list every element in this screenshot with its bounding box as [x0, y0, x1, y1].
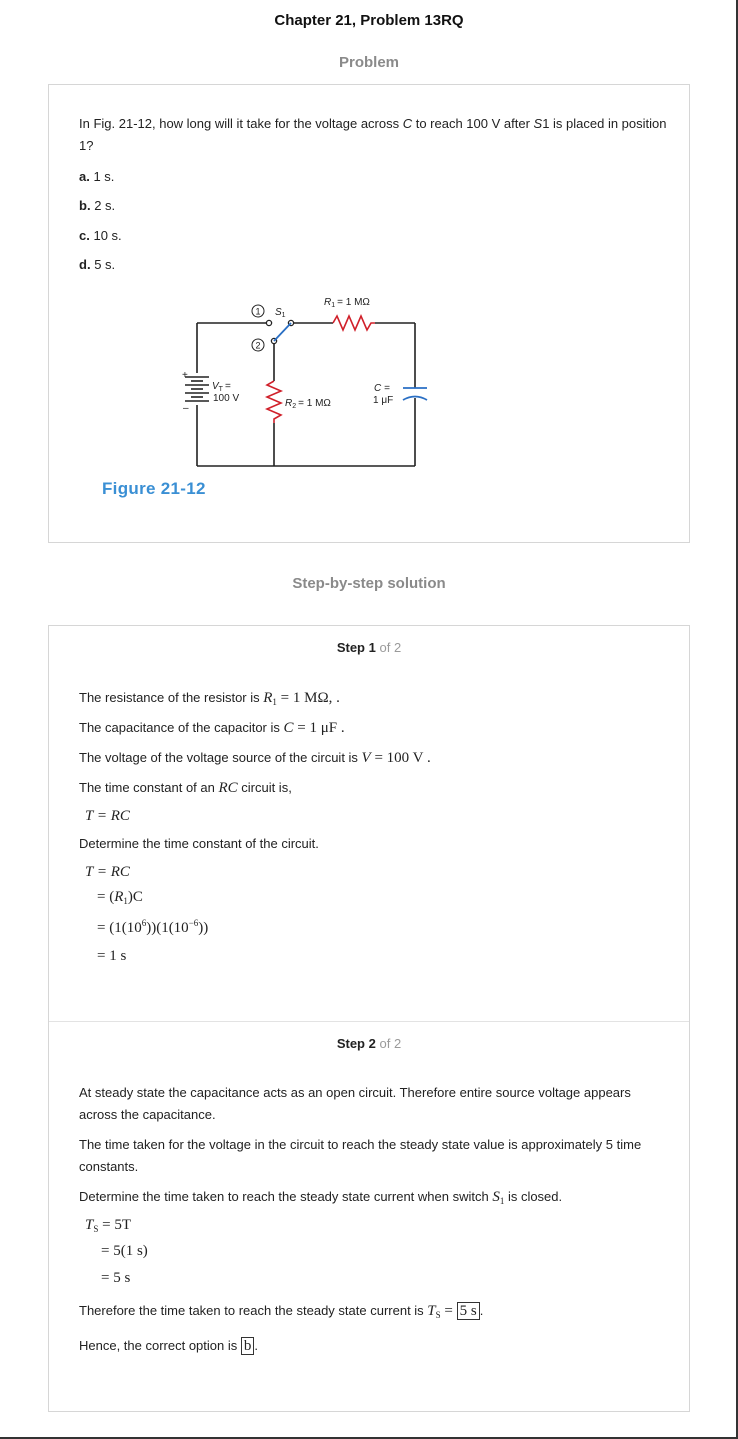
step-1-calc-line-2: = $(R_1)C$ — [97, 889, 143, 906]
switch-terminal-1 — [266, 320, 271, 325]
circuit-diagram — [167, 285, 487, 475]
step-divider — [49, 1021, 689, 1022]
step-1-determine-line: Determine the time constant of the circuit. — [79, 836, 319, 851]
r1-label: $R_1 = 1$ MΩ — [324, 297, 370, 309]
figure-caption: Figure 21-12 — [102, 479, 206, 498]
step-1-capacitance-line: The capacitance of the capacitor is C = 1 μF . — [79, 720, 345, 736]
step-1-resistance-line: The resistance of the resistor is $R_1 = 1$ MΩ, . — [79, 690, 340, 707]
option-b: b. 2 s. — [79, 198, 116, 213]
option-d: d. 5 s. — [79, 257, 116, 272]
step-1-calc-line-4: = 1 s — [97, 948, 127, 964]
step-2-paragraph-4: Therefore the time taken to reach the steady state current is $T_S = 5$ s . — [79, 1303, 484, 1320]
r2-label: $R_2 = 1$ MΩ — [285, 398, 331, 410]
battery-symbol — [185, 377, 209, 401]
switch-blade — [274, 323, 291, 341]
step-2-header: Step 2 of 2 — [336, 1036, 402, 1051]
step-2-calc-line-2: = 5(1 s) — [101, 1243, 148, 1259]
solution-card — [48, 625, 690, 1412]
vt-value: 100 V — [213, 393, 240, 404]
position-2-label: 2 — [255, 340, 261, 351]
solution-section-title: Step-by-step solution — [292, 575, 446, 592]
step-1-calc-line-1: T = RC — [85, 864, 130, 880]
vt-label: $V_T$ = — [212, 381, 231, 393]
option-a: a. 1 s. — [79, 169, 115, 184]
answer-option-box: b — [241, 1337, 255, 1355]
battery-minus-sign: – — [183, 403, 189, 414]
step-2-paragraph-2: The time taken for the voltage in the circuit to reach the steady state value is approximately 5 time constants. — [79, 1137, 642, 1174]
step-2-calc-line-3: = 5 s — [101, 1270, 131, 1286]
position-1-label: 1 — [255, 306, 261, 317]
step-1-formula-t-rc: T = RC — [85, 808, 130, 824]
switch-label: $S_1$ — [275, 307, 286, 319]
step-2-paragraph-5: Hence, the correct option is b . — [79, 1338, 258, 1354]
step-2-calc-line-1: $T_S = 5T$ — [85, 1217, 131, 1234]
step-1-calc-line-3: = $(1(10^6))(1(10^{-6}))$ — [97, 918, 209, 936]
step-2-paragraph-3: Determine the time taken to reach the steady state current when switch $S_1$ is closed. — [79, 1189, 563, 1206]
page-title: Chapter 21, Problem 13RQ — [274, 12, 464, 29]
problem-card — [48, 84, 690, 543]
answer-time-box: 5 s — [457, 1302, 480, 1320]
battery-plus-sign: + — [182, 370, 188, 381]
step-1-time-constant-intro: The time constant of an RC circuit is, — [79, 780, 292, 796]
step-1-voltage-line: The voltage of the voltage source of the circuit is V = 100 V . — [79, 750, 431, 766]
problem-section-title: Problem — [338, 54, 399, 71]
step-2-paragraph-1: At steady state the capacitance acts as an open circuit. Therefore entire source voltage appears across the capacitance. — [79, 1085, 631, 1122]
option-c: c. 10 s. — [79, 228, 122, 243]
resistor-r1 — [333, 316, 375, 330]
resistor-r2 — [267, 381, 281, 423]
step-1-header: Step 1 of 2 — [336, 640, 402, 655]
capacitor-value: 1 μF — [373, 395, 394, 406]
capacitor-label: C = — [374, 383, 390, 394]
question-text: In Fig. 21-12, how long will it take for the voltage across C to reach 100 V after S1 is placed in position 1? — [79, 116, 667, 153]
